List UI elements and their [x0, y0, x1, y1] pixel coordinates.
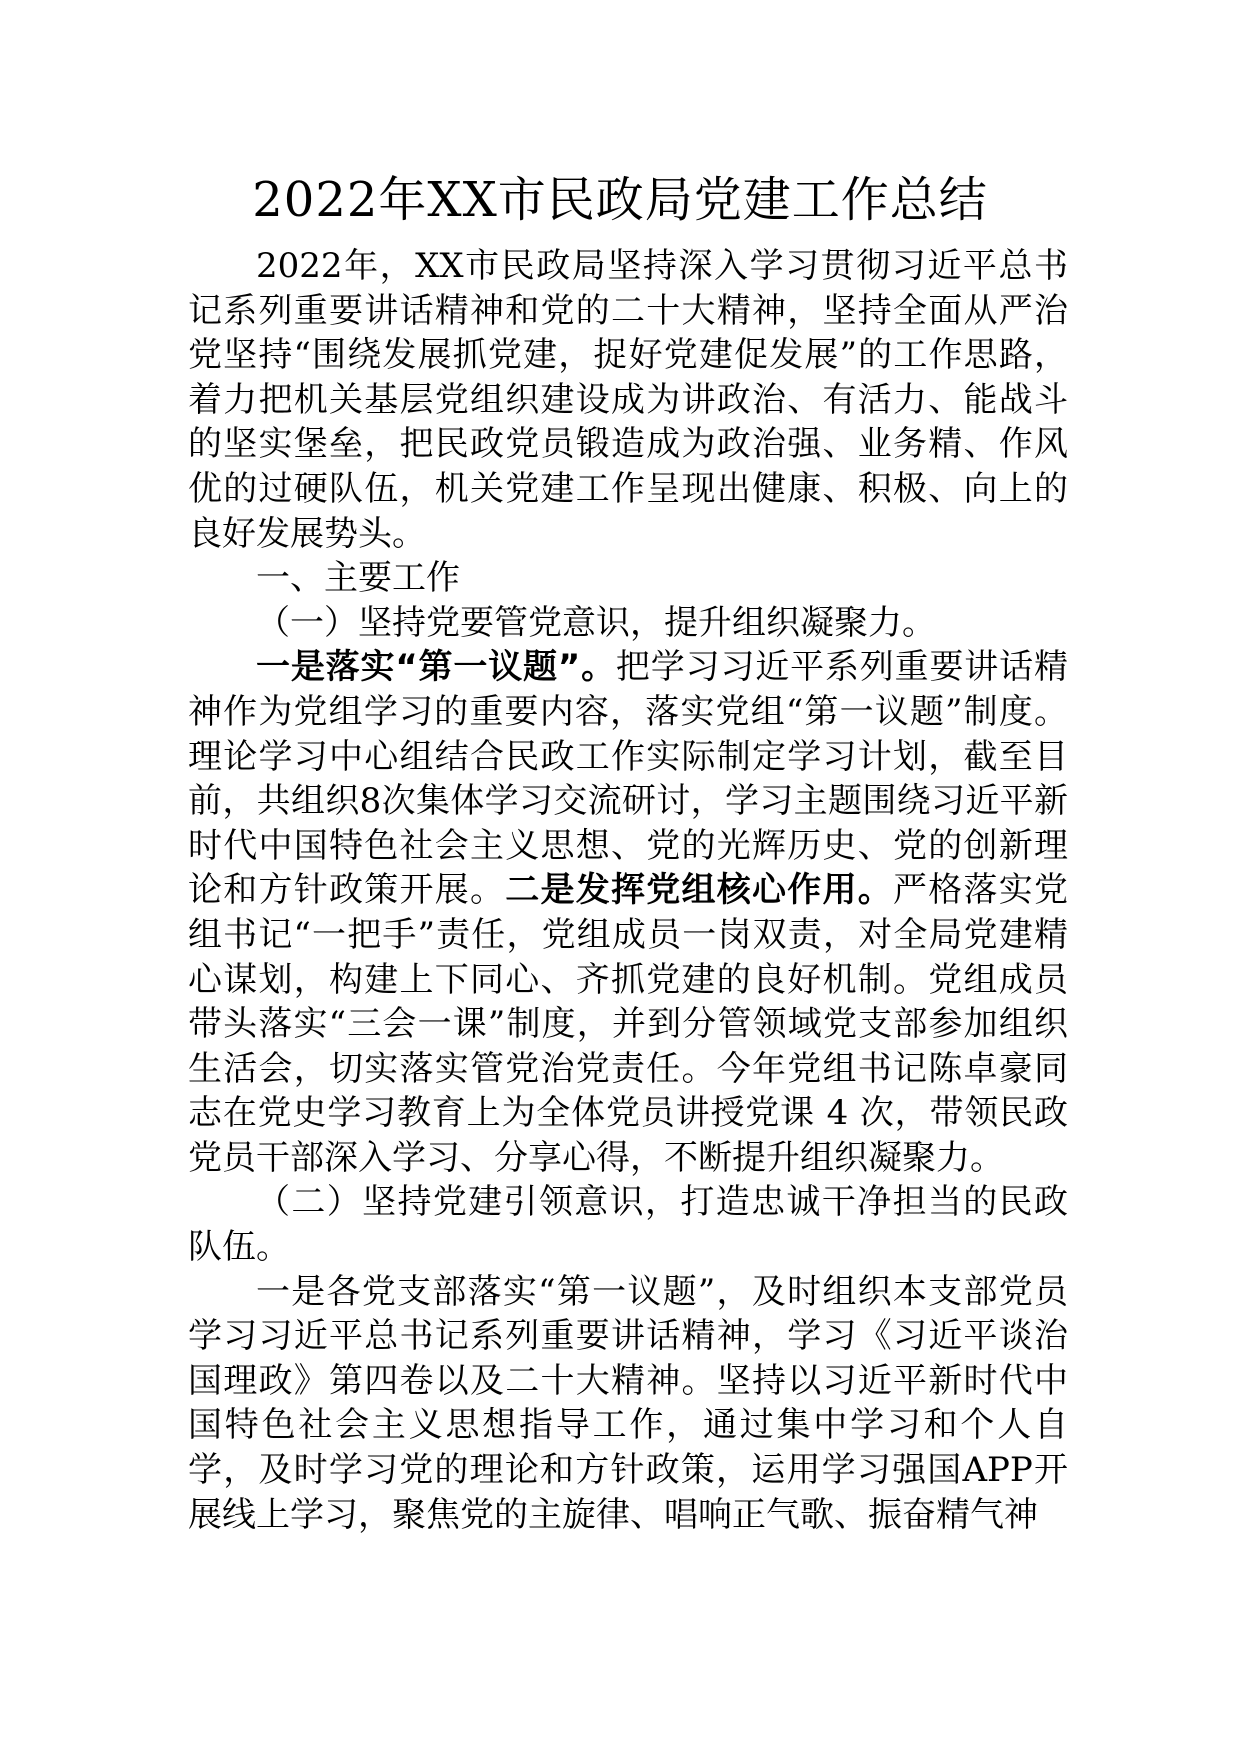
subsection-paragraph: 一是各党支部落实“第一议题”，及时组织本支部党员学习习近平总书记系列重要讲话精神，学习《习近平谈治国理政》第四卷以及二十大精神。坚持以习近平新时代中国特色社会主义思想指导工作，通过集中学习和个人自学，及时学习党的理论和方针政策，运用学习强国APP开展线上学习，聚焦党的主旋律、唱响正气歌、振奋精气神 [188, 1271, 1068, 1535]
section-heading: 一、主要工作 [256, 558, 460, 599]
paragraph-text: 把学习习近平系列重要讲话精神作为党组学习的重要内容，落实党组“第一议题”制度。理论学习中心组结合民政工作实际制定学习计划，截至目前，共组织8次集体学习交流研讨，学习主题围绕习近平新时代中国特色社会主义思想、党的光辉历史、党的创新理论和方针政策开展。 [188, 647, 1068, 911]
bold-lead: 一是落实“第一议题”。 [256, 647, 616, 688]
bold-lead: 二是发挥党组核心作用。 [505, 870, 893, 911]
subsection-paragraph [188, 645, 1068, 1180]
document-title: 2022年XX市民政局党建工作总结 [252, 172, 988, 228]
subsection-heading: （一）坚持党要管党意识，提升组织凝聚力。 [256, 602, 936, 643]
document-body [188, 244, 1068, 1537]
subsection-heading: （二）坚持党建引领意识，打造忠诚干净担当的民政队伍。 [188, 1182, 1068, 1268]
paragraph-text: 严格落实党组书记“一把手”责任，党组成员一岗双责，对全局党建精心谋划，构建上下同心、齐抓党建的良好机制。党组成员带头落实“三会一课”制度，并到分管领域党支部参加组织生活会，切实落实管党治党责任。今年党组书记陈卓豪同志在党史学习教育上为全体党员讲授党课 4 次，带领民政党员干部深入学习、分享心得，不断提升组织凝聚力。 [188, 870, 1068, 1178]
intro-paragraph: 2022年，XX市民政局坚持深入学习贯彻习近平总书记系列重要讲话精神和党的二十大精神，坚持全面从严治党坚持“围绕发展抓党建，捉好党建促发展”的工作思路，着力把机关基层党组织建设成为讲政治、有活力、能战斗的坚实堡垒，把民政党员锻造成为政治强、业务精、作风优的过硬队伍，机关党建工作呈现出健康、积极、向上的良好发展势头。 [188, 246, 1068, 554]
